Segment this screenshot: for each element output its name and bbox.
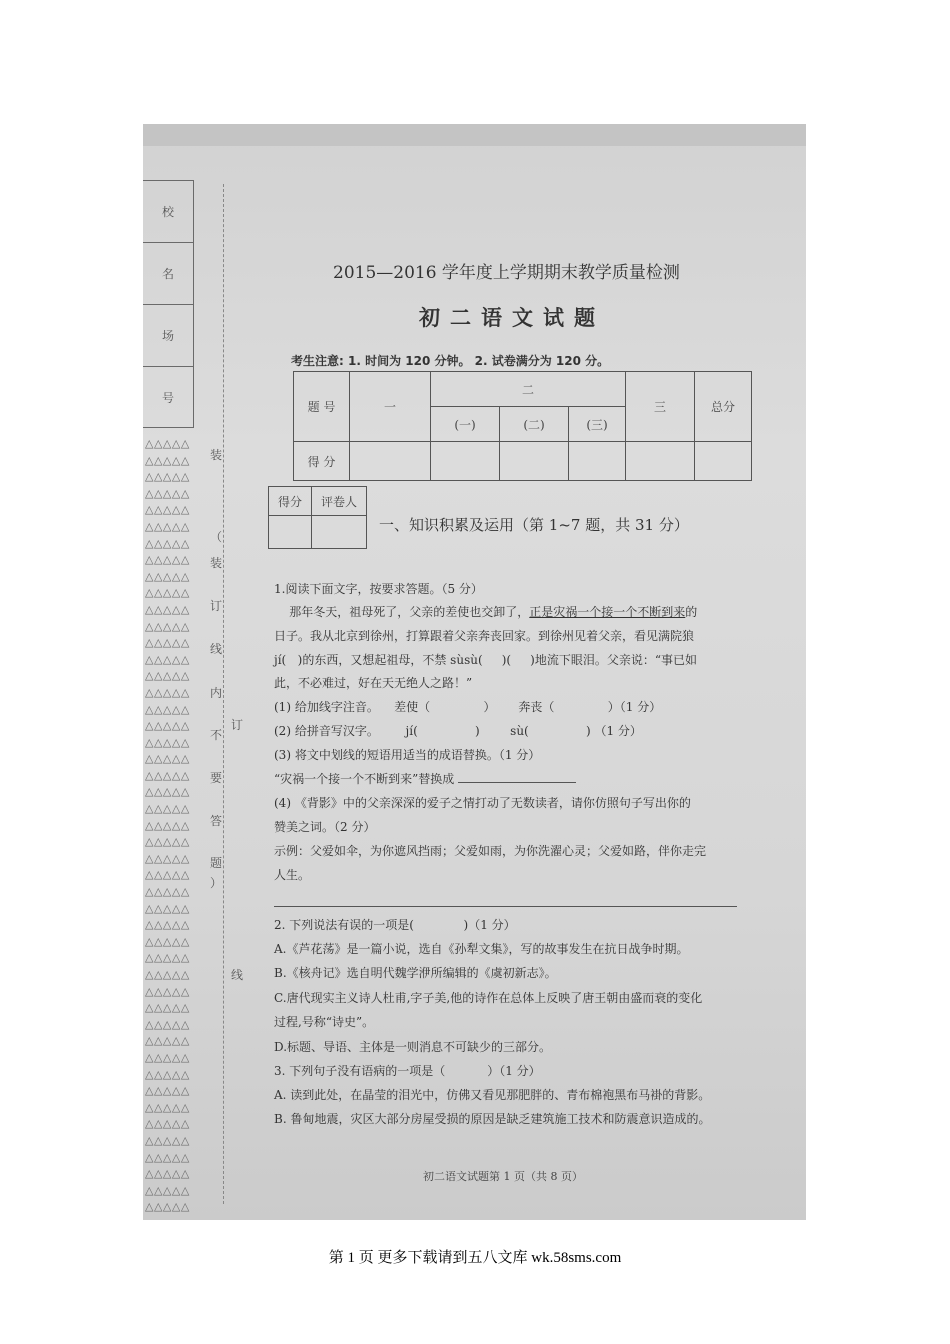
q1-line: jí( )的东西，又想起祖母，不禁 sùsù( )( )地流下眼泪。父亲说：“事已如 xyxy=(274,653,697,667)
q3-option-a: A. 读到此处，在晶莹的泪光中，仿佛又看见那肥胖的、青布棉袍黑布马褂的背影。 xyxy=(274,1088,711,1102)
q3-stem: 3. 下列句子没有语病的一项是（ ）（1 分） xyxy=(274,1064,541,1078)
score-cell xyxy=(695,442,752,481)
score-sub-1: (一) xyxy=(431,407,500,442)
q2-option-a: A.《芦花荡》是一篇小说，选自《孙犁文集》，写的故事发生在抗日战争时期。 xyxy=(274,942,689,956)
info-room: 场 xyxy=(143,305,193,367)
q1-text: 那年冬天，祖母死了，父亲的差使也交卸了， xyxy=(274,605,530,619)
score-col-3: 三 xyxy=(626,372,695,442)
scan-top-edge xyxy=(143,124,806,146)
binding-xian: 线 xyxy=(231,968,244,982)
q1-sub-3: (3) 将文中划线的短语用适当的成语替换。（1 分） xyxy=(274,748,541,762)
score-row-label: 得 分 xyxy=(294,442,350,481)
q1-sub-4: 赞美之词。（2 分） xyxy=(274,820,376,834)
q1-underlined-phrase: 正是灾祸一个接一个不断到来 xyxy=(529,605,686,619)
binding-char: 订 xyxy=(209,599,222,613)
q1-line: 日子。我从北京到徐州，打算跟着父亲奔丧回家。到徐州见着父亲，看见满院狼 xyxy=(274,629,695,643)
score-sub-2: (二) xyxy=(500,407,569,442)
q1-sub-1: (1) 给加线字注音。 差使（ ） 奔丧（ ）（1 分） xyxy=(274,700,662,714)
q1-sub-3-answer xyxy=(274,770,576,787)
score-table-label: 题 号 xyxy=(294,372,350,442)
grader-cell xyxy=(269,516,312,549)
binding-char: 装 xyxy=(209,556,222,570)
q2-stem: 2. 下列说法有误的一项是( )（1 分） xyxy=(274,918,516,932)
binding-char: 内 xyxy=(209,686,222,700)
score-cell xyxy=(350,442,431,481)
binding-char: 要 xyxy=(209,771,222,785)
binding-char: 不 xyxy=(209,728,222,742)
binding-char: 题 xyxy=(209,856,222,870)
q1-line: 此，不必难过，好在天无绝人之路！” xyxy=(274,676,473,690)
score-col-total: 总分 xyxy=(695,372,752,442)
grader-table xyxy=(268,486,367,549)
q1-line: 1.阅读下面文字，按要求答题。（5 分） xyxy=(274,582,483,596)
score-col-1: 一 xyxy=(350,372,431,442)
subject-title: 初二语文试题 xyxy=(419,305,605,330)
q1-example: 人生。 xyxy=(274,868,311,882)
answer-blank-line xyxy=(458,772,576,783)
q1-text: 的 xyxy=(685,605,698,619)
grader-cell xyxy=(312,516,367,549)
download-caption: 第 1 页 更多下载请到五八文库 wk.58sms.com xyxy=(328,1250,622,1266)
score-sub-3: (三) xyxy=(569,407,626,442)
grader-score-header: 得分 xyxy=(269,487,312,516)
score-table xyxy=(293,371,752,481)
binding-char: 答 xyxy=(209,814,222,828)
student-info-box xyxy=(143,180,194,428)
q1-sub-2: (2) 给拼音写汉字。 jí( ) sù( ) （1 分） xyxy=(274,724,642,738)
binding-paren-close: ） xyxy=(209,876,222,890)
q2-option-c: C.唐代现实主义诗人杜甫,字子美,他的诗作在总体上反映了唐王朝由盛而衰的变化 xyxy=(274,991,703,1005)
q1-example: 示例：父爱如伞，为你遮风挡雨；父爱如雨，为你洗濯心灵；父爱如路，伴你走完 xyxy=(274,844,707,858)
binding-paren-open: （ xyxy=(209,530,222,544)
section-1-heading: 一、知识积累及运用（第 1~7 题，共 31 分） xyxy=(379,516,689,534)
grader-name-header: 评卷人 xyxy=(312,487,367,516)
score-cell xyxy=(569,442,626,481)
binding-ding: 订 xyxy=(231,718,244,732)
answer-rule-line xyxy=(274,906,737,907)
q2-option-c: 过程,号称“诗史”。 xyxy=(274,1015,375,1029)
q1-prompt: “灾祸一个接一个不断到来”替换成 xyxy=(274,772,459,786)
exam-notice: 考生注意: 1. 时间为 120 分钟。 2. 试卷满分为 120 分。 xyxy=(291,354,610,368)
scanned-exam-sheet xyxy=(143,124,806,1220)
q3-option-b: B. 鲁甸地震，灾区大部分房屋受损的原因是缺乏建筑施工技术和防震意识造成的。 xyxy=(274,1112,711,1126)
binding-char: 线 xyxy=(209,642,222,656)
score-cell xyxy=(431,442,500,481)
info-number: 号 xyxy=(161,391,174,405)
binding-zhuang: 装 xyxy=(209,448,222,462)
q1-sub-4: (4) 《背影》中的父亲深深的爱子之情打动了无数读者，请你仿照句子写出你的 xyxy=(274,796,691,810)
triangle-border-pattern: △△△△△ △△△△△ △△△△△ △△△△△ △△△△△ △△△△△ △△△△△ △△△△△ △△△△△ △△△△△ △△△△△ △△△△△ △△△△△ △△△△△ △△△△△ △△△△△ △△△△△ △△△△△ △△△△△ △△△△△ △△△△△ △△△△△ △△△△△ △△△△△ △△△△△ △△△△△ △△△△△ △△△△△ △△△△△ △△△△△ △△△△△ △△△△△ △△△△△ △△△△△ △△△△△ △△△△△ △△△△△ △△△△△ △△△△△ △△△△△ △△△△△ △△△△△ △△△△△ △△△△△ △△△△△ △△△△△ △△△△△ xyxy=(145,437,190,1214)
q1-line xyxy=(274,603,697,620)
page-footer: 初二语文试题第 1 页（共 8 页） xyxy=(423,1170,583,1183)
score-col-2: 二 xyxy=(431,372,626,407)
exam-title: 2015—2016 学年度上学期期末教学质量检测 xyxy=(333,263,680,283)
score-cell xyxy=(626,442,695,481)
q2-option-d: D.标题、导语、主体是一则消息不可缺少的三部分。 xyxy=(274,1040,552,1054)
info-name: 名 xyxy=(143,243,193,305)
q2-option-b: B.《核舟记》选自明代魏学洢所编辑的《虞初新志》。 xyxy=(274,966,557,980)
score-cell xyxy=(500,442,569,481)
info-school: 校 xyxy=(143,181,193,243)
